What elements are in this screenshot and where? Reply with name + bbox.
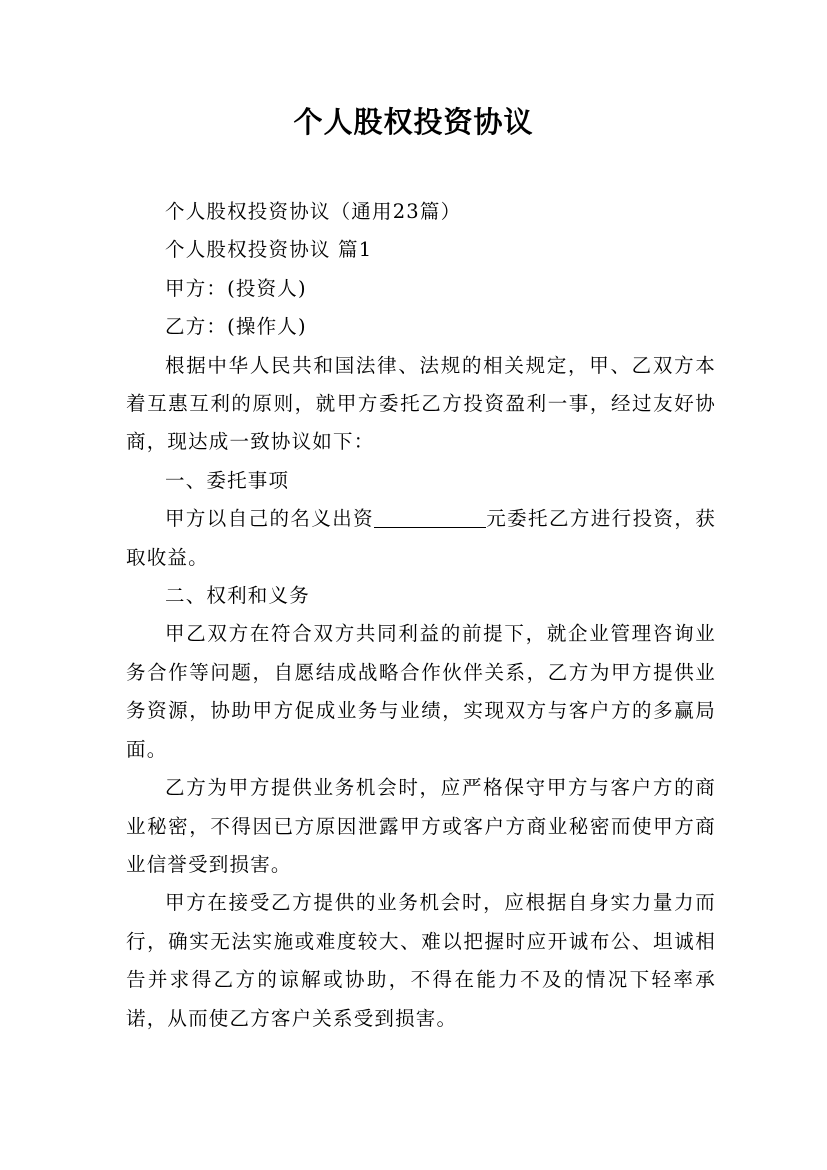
paragraph-party-b: 乙方：(操作人) xyxy=(165,315,307,339)
paragraph-heading-entrustment: 一、委托事项 xyxy=(165,468,290,492)
paragraph-investment-amount xyxy=(126,500,716,577)
paragraph-cooperation: 甲乙双方在符合双方共同利益的前提下，就企业管理咨询业务合作等问题，自愿结成战略合作伙伴关系，乙方为甲方提供业务资源，协助甲方促成业务与业绩，实现双方与客户方的多赢局面。 xyxy=(126,622,716,761)
paragraph-confidentiality: 乙方为甲方提供业务机会时，应严格保守甲方与客户方的商业秘密，不得因已方原因泄露甲方或客户方商业秘密而使甲方商业信誉受到损害。 xyxy=(126,776,716,876)
document-body xyxy=(126,193,716,1038)
document-title: 个人股权投资协议 xyxy=(293,105,534,139)
amount-blank-line xyxy=(374,507,486,528)
investment-text-after: 元委托乙方进行投资，获取收益。 xyxy=(126,507,716,569)
paragraph-preamble: 根据中华人民共和国法律、法规的相关规定，甲、乙双方本着互惠互利的原则，就甲方委托乙方投资盈利一事，经过友好协商，现达成一致协议如下： xyxy=(126,353,716,454)
paragraph-capability: 甲方在接受乙方提供的业务机会时，应根据自身实力量力而行，确实无法实施或难度较大、难以把握时应开诚布公、坦诚相告并求得乙方的谅解或协助，不得在能力不及的情况下轻率承诺，从而使乙方客户关系受到损害。 xyxy=(126,891,716,1030)
investment-text-before: 甲方以自己的名义出资 xyxy=(165,507,375,531)
paragraph-section-heading: 个人股权投资协议 篇1 xyxy=(165,238,373,262)
paragraph-heading-rights: 二、权利和义务 xyxy=(165,584,310,608)
paragraph-party-a: 甲方：(投资人) xyxy=(165,276,307,300)
paragraph-subtitle: 个人股权投资协议（通用23篇） xyxy=(165,200,462,223)
